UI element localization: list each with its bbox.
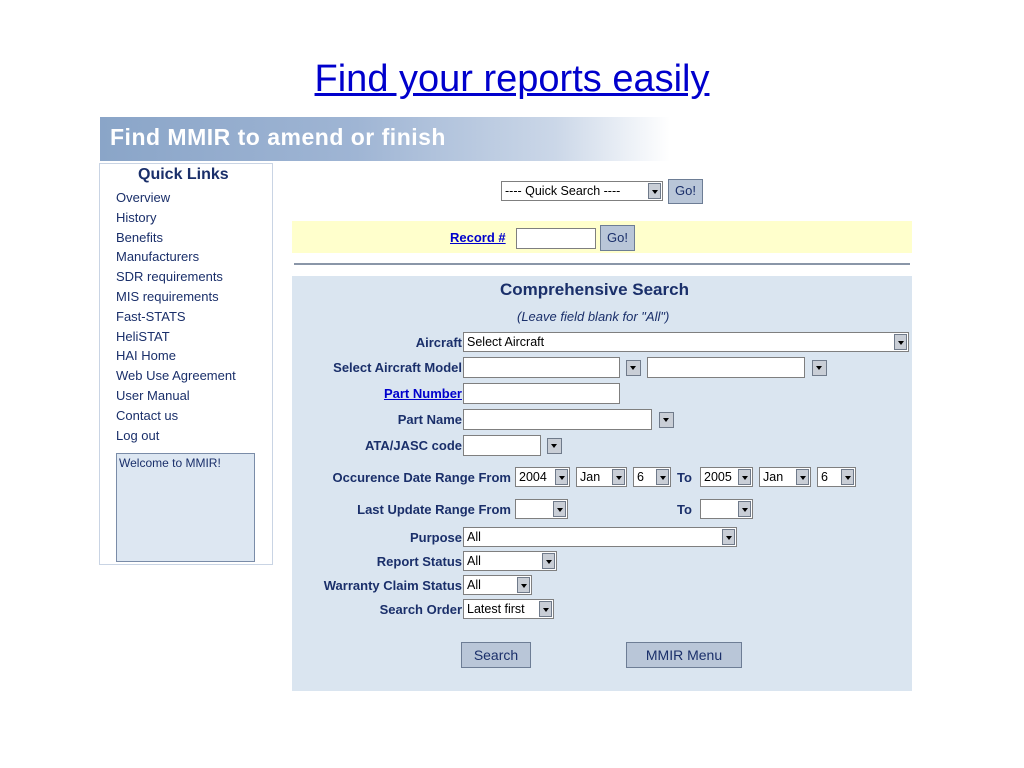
chevron-down-icon (796, 469, 809, 485)
purpose-select[interactable] (463, 527, 737, 547)
sidebar-item-user-manual[interactable]: User Manual (116, 387, 190, 403)
comprehensive-search-title: Comprehensive Search (500, 280, 689, 299)
occurence-from-year-select[interactable] (515, 467, 570, 487)
search-order-label: Search Order (379, 602, 462, 617)
sidebar-item-contact-us[interactable]: Contact us (116, 407, 179, 423)
last-update-from-select[interactable] (515, 499, 568, 519)
ata-jasc-input[interactable] (463, 435, 541, 456)
part-name-dropdown-button[interactable] (659, 412, 674, 428)
sidebar-item-fast-stats[interactable]: Fast-STATS (116, 308, 186, 324)
aircraft-select[interactable] (463, 332, 909, 352)
part-name-input[interactable] (463, 409, 652, 430)
sidebar-item-benefits[interactable]: Benefits (116, 229, 163, 245)
search-order-value: Latest first (467, 602, 525, 616)
occurence-from-day-value: 6 (637, 470, 644, 484)
occurence-to-label: To (677, 470, 692, 485)
report-status-select[interactable] (463, 551, 557, 571)
part-name-label: Part Name (397, 412, 462, 427)
part-number-link[interactable]: Part Number (383, 386, 462, 401)
chevron-down-icon (656, 469, 669, 485)
occurence-from-month-select[interactable] (576, 467, 627, 487)
purpose-label: Purpose (409, 530, 462, 545)
chevron-down-icon (542, 553, 555, 569)
sidebar-item-hai-home[interactable]: HAI Home (116, 348, 176, 364)
ata-jasc-dropdown-button[interactable] (547, 438, 562, 454)
quick-links-title: Quick Links (138, 166, 229, 183)
part-number-input[interactable] (463, 383, 620, 404)
sidebar-item-helistat[interactable]: HeliSTAT (116, 328, 170, 344)
sidebar-item-mis-requirements[interactable]: MIS requirements (116, 288, 219, 304)
search-button[interactable]: Search (461, 642, 531, 668)
occurence-from-day-select[interactable] (633, 467, 671, 487)
sidebar-item-overview[interactable]: Overview (116, 190, 171, 205)
report-status-label: Report Status (376, 554, 462, 569)
warranty-claim-status-select[interactable] (463, 575, 532, 595)
chevron-down-icon (738, 501, 751, 517)
aircraft-model-1-dropdown-button[interactable] (626, 360, 641, 376)
last-update-to-select[interactable] (700, 499, 753, 519)
occurence-from-month-value: Jan (580, 470, 601, 484)
report-status-value: All (467, 554, 481, 568)
warranty-claim-status-label: Warranty Claim Status (323, 578, 462, 593)
occurence-to-year-value: 2005 (704, 470, 732, 484)
page-banner (100, 117, 670, 161)
chevron-down-icon (722, 529, 735, 545)
aircraft-model-input-1[interactable] (463, 357, 620, 378)
chevron-down-icon (894, 334, 907, 350)
purpose-value: All (467, 530, 481, 544)
quick-search-go-button[interactable]: Go! (668, 179, 703, 204)
last-update-to-label: To (677, 502, 692, 517)
quick-links-list (116, 188, 236, 445)
welcome-box: Welcome to MMIR! (116, 453, 255, 562)
aircraft-value: Select Aircraft (467, 335, 545, 349)
aircraft-model-label: Select Aircraft Model (333, 360, 462, 375)
occurence-to-month-select[interactable] (759, 467, 811, 487)
chevron-down-icon (738, 469, 751, 485)
occurence-from-year-value: 2004 (519, 470, 547, 484)
chevron-down-icon (841, 469, 854, 485)
comprehensive-search-hint: (Leave field blank for "All") (517, 309, 670, 324)
chevron-down-icon (539, 601, 552, 617)
sidebar-item-log-out[interactable]: Log out (116, 427, 160, 443)
banner-title: Find MMIR to amend or finish (110, 124, 446, 150)
record-number-input[interactable] (516, 228, 596, 249)
quick-links-sidebar (99, 163, 273, 565)
aircraft-label: Aircraft (415, 335, 462, 350)
occurence-to-day-select[interactable] (817, 467, 856, 487)
warranty-claim-status-value: All (467, 578, 481, 592)
occurence-to-year-select[interactable] (700, 467, 753, 487)
divider (294, 263, 910, 265)
sidebar-item-history[interactable]: History (116, 209, 157, 225)
quick-search-select[interactable] (501, 181, 663, 201)
record-number-link[interactable]: Record # (450, 230, 506, 245)
occurence-to-day-value: 6 (821, 470, 828, 484)
last-update-range-label: Last Update Range From (357, 502, 511, 517)
mmir-menu-button[interactable]: MMIR Menu (626, 642, 742, 668)
chevron-down-icon (648, 183, 661, 199)
sidebar-item-sdr-requirements[interactable]: SDR requirements (116, 269, 223, 285)
ata-jasc-label: ATA/JASC code (364, 438, 462, 453)
aircraft-model-2-dropdown-button[interactable] (812, 360, 827, 376)
sidebar-item-web-use-agreement[interactable]: Web Use Agreement (116, 368, 236, 384)
chevron-down-icon (555, 469, 568, 485)
occurence-range-label: Occurence Date Range From (332, 470, 511, 485)
slide-title: Find your reports easily (314, 58, 710, 100)
sidebar-item-manufacturers[interactable]: Manufacturers (116, 249, 200, 265)
search-order-select[interactable] (463, 599, 554, 619)
record-go-button[interactable]: Go! (600, 225, 635, 251)
chevron-down-icon (517, 577, 530, 593)
occurence-to-month-value: Jan (763, 470, 784, 484)
chevron-down-icon (553, 501, 566, 517)
chevron-down-icon (612, 469, 625, 485)
aircraft-model-input-2[interactable] (647, 357, 805, 378)
quick-search-value: ---- Quick Search ---- (505, 184, 621, 198)
